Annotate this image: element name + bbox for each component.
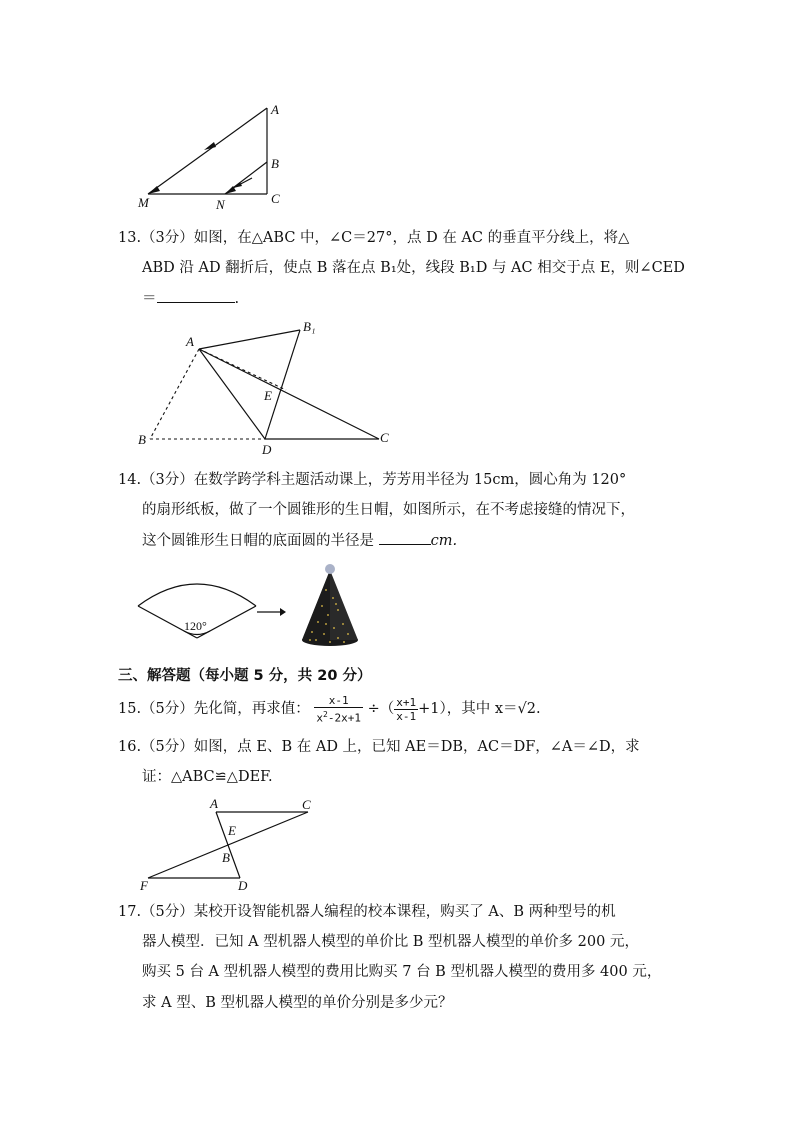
- q15-frac1-denominator: $x^2-2x+1$: [316, 709, 361, 725]
- q15-frac1-numerator: x-1: [314, 694, 363, 708]
- label-M: M: [138, 195, 149, 210]
- q15-frac2-denominator: x-1: [396, 709, 417, 723]
- q17-line3: 购买 5 台 A 型机器人模型的费用比购买 7 台 B 型机器人模型的费用多 400 元，: [142, 964, 662, 980]
- q15-frac2-numerator: x+1: [396, 695, 417, 709]
- q13-line1: 13.（3分）如图，在△ABC 中，∠C＝27°，点 D 在 AC 的垂直平分线上，将△: [118, 230, 630, 246]
- label-D: D: [262, 442, 272, 457]
- label-B: B: [271, 156, 279, 171]
- label-B1: B₁: [303, 319, 316, 334]
- label-D: D: [238, 878, 248, 893]
- q13-period: .: [234, 291, 240, 307]
- figure-q16: [134, 794, 324, 896]
- q14-unit: cm.: [430, 533, 458, 549]
- q15-prefix: 15.（5分）先化简，再求值：: [118, 701, 310, 717]
- q13-line2: ABD 沿 AD 翻折后，使点 B 落在点 B₁处，线段 B₁D 与 AC 相交于点 E，则∠CED: [142, 260, 685, 276]
- q15-divide: ÷（: [367, 701, 395, 717]
- q17-line1: 17.（5分）某校开设智能机器人编程的校本课程，购买了 A、B 两种型号的机: [118, 904, 616, 920]
- figure-q13: [132, 318, 402, 458]
- label-B: B: [222, 850, 230, 865]
- figure-q14-sector: [132, 572, 262, 644]
- label-B: B: [138, 432, 146, 447]
- q15-suffix: +1），其中 x＝√2.: [418, 701, 541, 717]
- q13-equals: ＝: [142, 291, 157, 307]
- q15-fraction-1: [314, 694, 363, 725]
- label-A: A: [210, 796, 218, 811]
- q16-line2: 证：△ABC≌△DEF.: [142, 769, 273, 785]
- label-C: C: [271, 191, 280, 206]
- section-3-title: 三、解答题（每小题 5 分，共 20 分）: [118, 668, 372, 684]
- q14-line1: 14.（3分）在数学跨学科主题活动课上，芳芳用半径为 15cm，圆心角为 120°: [118, 472, 627, 488]
- q13-line3: [142, 288, 239, 309]
- label-A: A: [186, 334, 194, 349]
- label-C: C: [380, 430, 389, 445]
- q14-answer-blank[interactable]: [379, 530, 431, 545]
- label-C: C: [302, 797, 311, 812]
- q14-line3: [142, 530, 457, 551]
- label-N: N: [216, 197, 225, 212]
- label-F: F: [140, 878, 148, 893]
- q14-line3-text: 这个圆锥形生日帽的底面圆的半径是: [142, 533, 374, 549]
- q17-line2: 器人模型．已知 A 型机器人模型的单价比 B 型机器人模型的单价多 200 元，: [142, 934, 639, 950]
- arrow-icon: [256, 606, 286, 618]
- figure-q12: [130, 100, 300, 215]
- q17-line4: 求 A 型、B 型机器人模型的单价分别是多少元？: [142, 995, 453, 1011]
- label-A: A: [271, 102, 279, 117]
- label-E: E: [228, 823, 236, 838]
- party-hat-image: [298, 560, 362, 650]
- angle-label: 120°: [184, 619, 207, 633]
- q15-line: [118, 692, 541, 726]
- q15-fraction-2: [394, 696, 418, 723]
- q14-line2: 的扇形纸板，做了一个圆锥形的生日帽，如图所示，在不考虑接缝的情况下，: [142, 502, 635, 518]
- label-E: E: [264, 388, 272, 403]
- q16-line1: 16.（5分）如图，点 E、B 在 AD 上，已知 AE＝DB，AC＝DF，∠A＝∠D，求: [118, 739, 640, 755]
- q13-answer-blank[interactable]: [157, 288, 235, 303]
